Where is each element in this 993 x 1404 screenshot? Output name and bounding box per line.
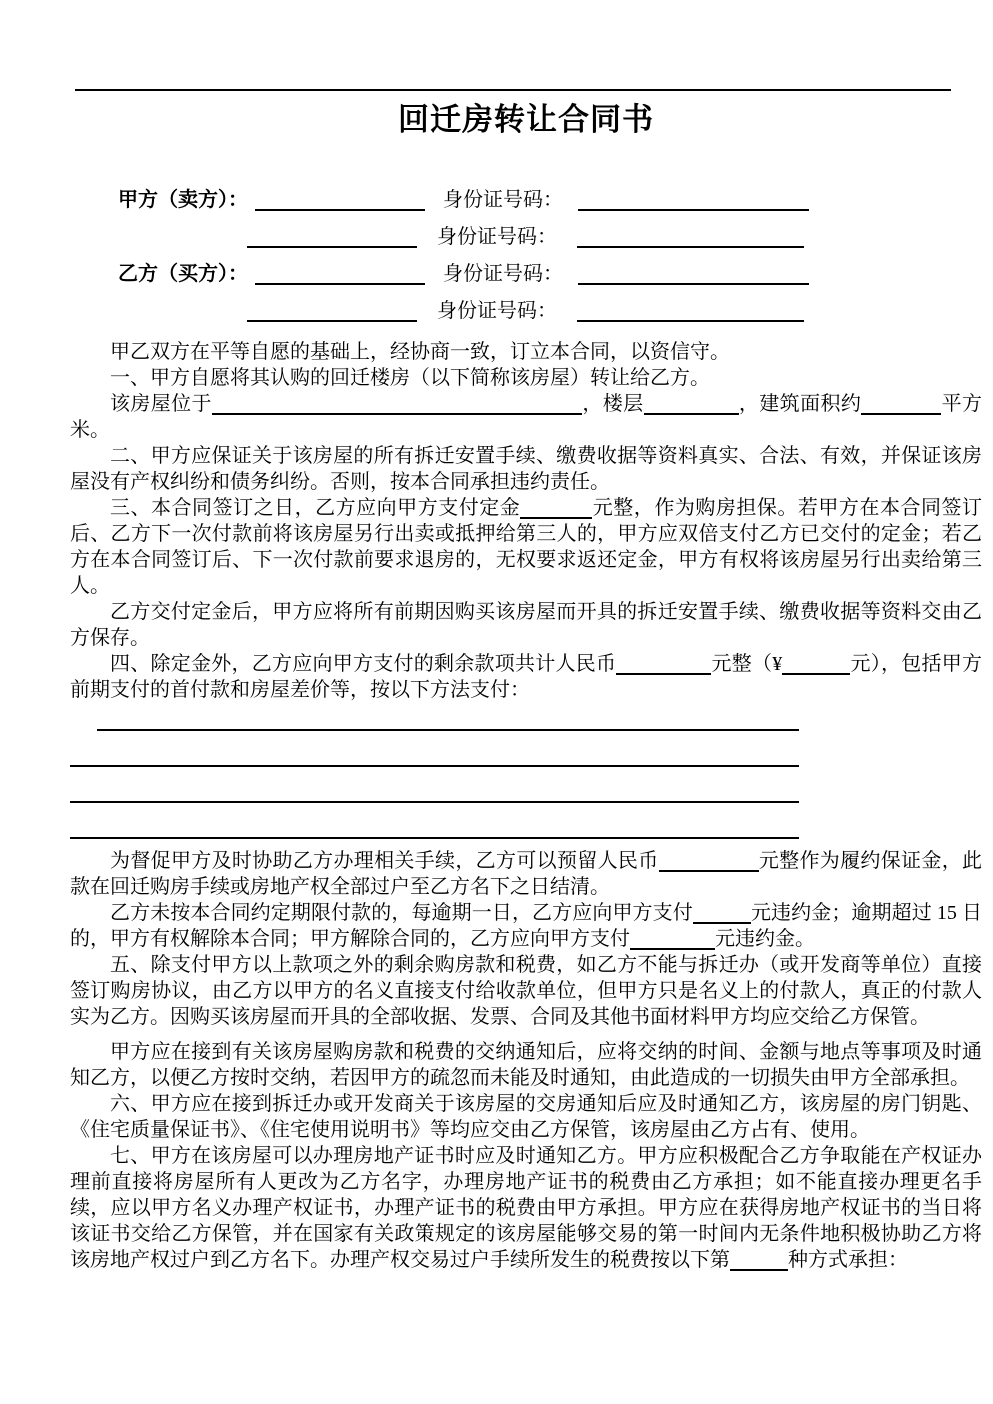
contract-paragraph: 为督促甲方及时协助乙方办理相关手续，乙方可以预留人民币 元整作为履约保证金，此款在回迁购房手续或房地产权全部过户至乙方名下之日结清。 <box>70 850 983 898</box>
party-b-second-row <box>118 294 982 320</box>
party-b-label: 乙方（买方）： <box>118 263 248 285</box>
contract-paragraph: 该房屋位于 ，楼层 ，建筑面积约 平方米。 <box>70 393 983 441</box>
fill-in-blank[interactable] <box>782 653 850 675</box>
fill-in-blank[interactable] <box>616 653 711 675</box>
party-b-id-blank[interactable] <box>578 263 809 285</box>
contract-paragraph: 六、甲方应在接到拆迁办或开发商关于该房屋的交房通知后应及时通知乙方，该房屋的房门钥匙、《住宅质量保证书》、《住宅使用说明书》等均应交由乙方保管，该房屋由乙方占有、使用。 <box>70 1093 982 1141</box>
party-a-name-blank[interactable] <box>255 189 425 211</box>
contract-paragraph: 一、甲方自愿将其认购的回迁楼房（以下简称该房屋）转让给乙方。 <box>110 367 710 389</box>
id-number-label: 身份证号码： <box>443 189 563 211</box>
party-a-second-row <box>118 220 982 246</box>
contract-body <box>70 339 982 1273</box>
fill-in-blank[interactable] <box>212 393 582 415</box>
write-in-line[interactable] <box>70 731 799 767</box>
id-number-label: 身份证号码： <box>443 263 563 285</box>
fill-in-blank[interactable] <box>659 850 759 872</box>
contract-paragraph: 三、本合同签订之日，乙方应向甲方支付定金 元整，作为购房担保。若甲方在本合同签订后、乙方下一次付款前将该房屋另行出卖或抵押给第三人的，甲方应双倍支付乙方已交付的定金；若乙方在本合同签订后、下一次付款前要求退房的，无权要求返还定金，甲方有权将该房屋另行出卖给第三人。 <box>70 497 983 597</box>
party-a-second-id-blank[interactable] <box>577 226 804 248</box>
id-number-label: 身份证号码： <box>437 300 557 322</box>
parties-section <box>118 183 982 320</box>
party-b-name-blank[interactable] <box>255 263 425 285</box>
fill-in-blank[interactable] <box>644 393 739 415</box>
payment-method-lines <box>70 703 982 839</box>
fill-in-blank[interactable] <box>730 1249 788 1271</box>
contract-paragraph: 五、除支付甲方以上款项之外的剩余购房款和税费，如乙方不能与拆迁办（或开发商等单位）直接签订购房协议，由乙方以甲方的名义直接支付给收款单位，但甲方只是名义上的付款人，真正的付款人实为乙方。因购买该房屋而开具的全部收据、发票、合同及其他书面材料甲方均应交给乙方保管。 <box>70 954 982 1028</box>
fill-in-blank[interactable] <box>861 393 941 415</box>
write-in-line[interactable] <box>70 767 799 803</box>
contract-paragraph: 七、甲方在该房屋可以办理房地产证书时应及时通知乙方。甲方应积极配合乙方争取能在产权证办理前直接将房屋所有人更改为乙方名字，办理房地产证书的税费由乙方承担；如不能直接办理更名手续，应以甲方名义办理产权证书，办理产证书的税费由甲方承担。甲方应在获得房地产权证书的当日将该证书交给乙方保管，并在国家有关政策规定的该房屋能够交易的第一时间内无条件地积极协助乙方将该房地产权过户到乙方名下。办理产权交易过户手续所发生的税费按以下第 种方式承担： <box>70 1145 982 1271</box>
contract-paragraph: 乙方未按本合同约定期限付款的，每逾期一日，乙方应向甲方支付 元违约金；逾期超过 15 日的，甲方有权解除本合同；甲方解除合同的，乙方应向甲方支付 元违约金。 <box>70 902 983 950</box>
party-b-row <box>118 257 982 283</box>
fill-in-blank[interactable] <box>693 902 751 924</box>
contract-paragraph: 甲方应在接到有关该房屋购房款和税费的交纳通知后，应将交纳的时间、金额与地点等事项及时通知乙方，以便乙方按时交纳，若因甲方的疏忽而未能及时通知，由此造成的一切损失由甲方全部承担。 <box>70 1041 982 1089</box>
party-b-second-name-blank[interactable] <box>247 300 417 322</box>
party-a-row <box>118 183 982 209</box>
party-b-second-id-blank[interactable] <box>577 300 804 322</box>
fill-in-blank[interactable] <box>630 928 715 950</box>
write-in-line[interactable] <box>97 703 799 731</box>
header-rule <box>75 89 951 91</box>
document-title: 回迁房转让合同书 <box>398 102 654 137</box>
contract-paragraph: 四、除定金外，乙方应向甲方支付的剩余款项共计人民币 元整（¥ 元），包括甲方前期支付的首付款和房屋差价等，按以下方法支付： <box>70 653 982 701</box>
contract-paragraph: 二、甲方应保证关于该房屋的所有拆迁安置手续、缴费收据等资料真实、合法、有效，并保证该房屋没有产权纠纷和债务纠纷。否则，按本合同承担违约责任。 <box>70 445 982 493</box>
party-a-second-name-blank[interactable] <box>247 226 417 248</box>
party-a-id-blank[interactable] <box>578 189 809 211</box>
write-in-line[interactable] <box>70 803 799 839</box>
contract-paragraph: 甲乙双方在平等自愿的基础上，经协商一致，订立本合同，以资信守。 <box>110 341 730 363</box>
party-a-label: 甲方（卖方）： <box>118 189 248 211</box>
fill-in-blank[interactable] <box>520 497 592 519</box>
contract-paragraph: 乙方交付定金后，甲方应将所有前期因购买该房屋而开具的拆迁安置手续、缴费收据等资料交由乙方保存。 <box>70 601 982 649</box>
id-number-label: 身份证号码： <box>437 226 557 248</box>
